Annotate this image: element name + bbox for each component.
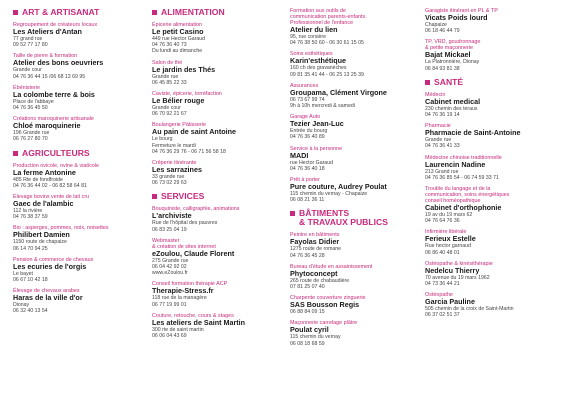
listing-category: Médecin [425, 91, 446, 98]
listing-detail: Rue hector garnaud [425, 243, 471, 250]
listing-detail: Grande rue [425, 137, 452, 144]
listing-category: Professionnel de l'enfance [290, 20, 354, 26]
listing-category: & création de sites internet [152, 243, 216, 250]
listing-detail: 09 52 77 17 80 [13, 42, 48, 49]
listing-detail: 04 76 38 50 60 - 06 30 61 15 05 [290, 40, 364, 47]
listing-detail: 196 Grande rue [13, 130, 50, 137]
listing-name: L'archiviste [152, 211, 192, 221]
section-title-line: ALIMENTATION [161, 7, 225, 17]
listing-vicats-poids-lourd [425, 8, 563, 34]
section-title-art-artisanat [13, 8, 141, 17]
listing-category: Pharmacie [425, 123, 451, 130]
listing-name: Groupama, Clément Virgone [290, 87, 387, 97]
listing-category: Bio : asperges, pommes, noix, noisettes [13, 225, 109, 232]
listing-category: Trouble du langage et de la [425, 186, 491, 193]
listing-au-pain-de-saint-antoine [152, 122, 278, 155]
listing-category: Caviste, épicerie, torréfaction [152, 91, 222, 98]
listing-name: Poulat cyril [290, 325, 329, 335]
section-title-line: SANTÉ [434, 76, 464, 87]
listing-category: Soins esthétiques [290, 51, 333, 58]
listing-category: Ostéopathe & kinésithérapie [425, 260, 493, 267]
listing-philibert-damien [13, 225, 141, 251]
listing-name: Fayolas Didier [290, 237, 340, 247]
listing-detail: 160 ch des gravanèches [290, 65, 347, 72]
listing-detail: 06 14 70 94 25 [13, 245, 48, 252]
listing-detail: 06 76 27 80 70 [13, 136, 48, 143]
listing-name: Les sarrazines [152, 165, 202, 175]
section-title-lines [22, 149, 90, 158]
listing-category: Charpente couverture zinguerie [290, 295, 366, 302]
listing-detail: rue Hector Garaud [290, 159, 333, 166]
listing-detail: 06 08 21 36 11 [290, 197, 325, 204]
listing-name: Tezier Jean-Luc [290, 119, 344, 129]
listing-detail: 04 73 36 44 21 [425, 281, 460, 288]
listing-detail: 230 chemin des teraux [425, 105, 478, 112]
listing-atelier-des-bons-oeuvriers [13, 53, 141, 79]
listing-la-ferme-antonine [13, 163, 141, 189]
listing-category: Taille de pierre & formation [13, 53, 78, 60]
section-title-alimentation [152, 8, 278, 17]
listing-name: Les ateliers de Saint Martin [152, 317, 246, 327]
listing-l-archiviste [152, 206, 278, 232]
listing-category: Pension & commerce de chevaux [13, 256, 94, 263]
listing-category: Couture, retouche, cours & stages [152, 312, 234, 319]
listing-haras-de-la-ville-d-or [13, 288, 141, 314]
listing-detail: 485 Rte de fondfroide [13, 176, 63, 183]
listing-nedelcu-thierry [425, 261, 563, 287]
listing-name: Le jardin des Thés [152, 64, 216, 74]
listing-detail: 33 grande rue [152, 174, 185, 181]
listing-detail: 275 Grande rue [152, 257, 189, 264]
listing-name: Gaec de l'alambic [13, 199, 74, 209]
listing-name: Philibert Damien [13, 230, 70, 240]
listing-ferieux-estelle [425, 229, 563, 255]
listing-name: La ferme Antonine [13, 167, 76, 177]
listing-name: Cabinet d'orthophonie [425, 203, 502, 213]
section-title-lines [22, 8, 99, 17]
listing-category: Production ovicole, ovine & viaticole [13, 162, 99, 169]
section-title-sante [425, 78, 563, 87]
listing-name: Le Bélier rouge [152, 96, 205, 106]
listing-detail: 06 73 02 29 63 [152, 180, 187, 187]
listing-detail: 04 76 36 41 33 [425, 143, 460, 150]
listing-detail: 19 av du 19 mars 62 [425, 212, 473, 219]
listing-detail: Le bourg [152, 136, 173, 143]
listing-detail: 213 Grand rue [425, 168, 459, 175]
listing-name: Atelier des bons oeuvriers [13, 58, 104, 68]
listing-category: Assurances [290, 82, 319, 89]
section-square-icon [13, 10, 18, 15]
listing-category: conseil homéopathique [425, 198, 481, 205]
listing-cabinet-d-orthophonie [425, 186, 563, 224]
listing-detail: 06 18 46 44 79 [425, 28, 460, 35]
section-square-icon [152, 10, 157, 15]
column-2 [152, 8, 278, 339]
listing-category: communication, soins énergétiques [425, 192, 510, 199]
listing-madi [290, 146, 414, 172]
listing-name: La colombe terre & bois [13, 89, 95, 99]
listing-therapie-stress-fr [152, 281, 278, 307]
listing-name: Nedelcu Thierry [425, 265, 480, 275]
listing-detail: 04 76 36 29 76 - 06 71 56 58 18 [152, 148, 226, 155]
listing-detail: Place de l'abbaye [13, 98, 54, 105]
listing-pure-couture-audrey-poulat [290, 177, 414, 203]
listing-category: Infirmière libérale [425, 229, 467, 236]
listing-le-petit-casino [152, 22, 278, 55]
listing-name: Therapie-Stress.fr [152, 286, 214, 296]
listing-les-ecuries-de-l-orgis [13, 257, 141, 283]
listing-category: Élevage de chevaux arabes [13, 288, 80, 295]
listing-name: Pure couture, Audrey Poulat [290, 182, 387, 192]
listing-category: Conseil formation thérapie ACP [152, 281, 228, 288]
listing-category: Service à la personne [290, 145, 343, 152]
listing-cabinet-medical [425, 92, 563, 118]
section-title-line: BÂTIMENTS [299, 208, 350, 219]
section-title-agriculteurs [13, 149, 141, 158]
listing-detail: 06 77 19 99 01 [152, 301, 187, 308]
listing-detail: 06 84 93 81 38 [425, 65, 460, 72]
listing-category: Bouquiniste, calligraphie, animations [152, 206, 240, 213]
listing-name: Haras de la ville d'or [13, 293, 83, 303]
listing-category: Regroupement de créateurs locaux [13, 22, 98, 28]
listing-detail: 95, rue corsière [290, 34, 327, 40]
listing-groupama-clement-virgone [290, 83, 414, 109]
section-title-lines [299, 209, 388, 227]
listing-les-ateliers-de-saint-martin [152, 313, 278, 339]
listing-detail: 04 76 36 40 89 [290, 134, 325, 141]
section-title-lines [161, 8, 225, 17]
listing-detail: 04 76 36 44 02 - 06 82 58 64 81 [13, 182, 87, 189]
listing-detail: www.eZoulou.fr [152, 270, 188, 277]
listing-detail: 07 81 25 07 40 [290, 284, 325, 291]
listing-detail: Du lundi au dimanche [152, 48, 203, 55]
listing-detail: 04 76 36 45 50 [13, 105, 48, 112]
column-4 [425, 8, 563, 319]
listing-detail: Grande cour [13, 67, 42, 74]
listing-category: Garage Auto [290, 114, 321, 121]
listing-detail: 77 grand rue [13, 36, 43, 42]
listing-category: Crêperie itinérante [152, 160, 197, 167]
section-square-icon [152, 194, 157, 199]
listing-detail: 06 45 85 22 33 [152, 79, 187, 86]
listing-name: Le petit Casino [152, 27, 204, 36]
listing-category: Épicerie alimentation [152, 22, 203, 28]
listing-detail: 06 73 67 99 74 [290, 96, 325, 103]
listing-category: Ébénisterie [13, 84, 40, 91]
listing-detail: 06 37 02 51 37 [425, 312, 460, 319]
listing-detail: 1150 route de chapaize [13, 239, 67, 246]
listing-detail: 505 chemin de la croix de Saint-Martin [425, 306, 514, 313]
listing-category: Garagiste itinérant en PL & TP [425, 8, 498, 14]
listing-name: Karin'esthétique [290, 56, 347, 66]
listing-detail: 265 route de chabaudière [290, 277, 350, 284]
listing-category: communication parents-enfants. [290, 14, 367, 20]
listing-name: Bajat Mickael [425, 50, 471, 60]
listing-name: Vicats Poids lourd [425, 13, 488, 22]
listing-chloe-maroquinerie [13, 116, 141, 142]
listing-detail: 04 76 36 45 28 [290, 252, 325, 259]
listing-name: eZoulou, Claude Florent [152, 248, 235, 258]
listing-category: Webmaster [152, 237, 180, 244]
listing-category: Boulangerie Pâtisserie [152, 122, 206, 129]
listing-name: Cabinet medical [425, 96, 481, 106]
listing-detail: 06 88 84 09 15 [290, 309, 325, 316]
listing-detail: 1275 route de romane [290, 246, 342, 253]
listing-name: Garcia Pauline [425, 297, 475, 307]
listing-name: Phytoconcept [290, 268, 338, 278]
listing-gaec-de-l-alambic [13, 194, 141, 220]
listing-category: Bureau d'étude en assainissement [290, 263, 373, 270]
listing-sas-bousson-regis [290, 295, 414, 315]
listing-detail: Fermeture le mardi [152, 142, 196, 149]
section-title-line: ART & ARTISANAT [22, 7, 100, 17]
listing-detail: 06 08 18 68 59 [290, 340, 325, 347]
listing-category: TP, VRD, goudronnage [425, 39, 481, 46]
listing-category: Salon de thé [152, 59, 183, 66]
section-title-line: & TRAVAUX PUBLICS [299, 217, 388, 228]
listing-detail: 06 06 04 43 69 [152, 333, 187, 340]
listing-detail: 04 76 36 19 14 [425, 112, 460, 119]
listing-category: Médecine chinoise traditionnelle [425, 154, 502, 161]
listing-le-belier-rouge [152, 91, 278, 117]
listing-category: & petite maçonnerie [425, 45, 473, 52]
listing-phytoconcept [290, 264, 414, 290]
listing-name: Les Ateliers d'Antan [13, 27, 82, 36]
listing-detail: 06 04 42 92 02 [152, 264, 187, 271]
listing-name: Au pain de saint Antoine [152, 127, 236, 137]
listing-detail: Rue de l'hôpital des pauvres [152, 220, 218, 227]
section-square-icon [425, 80, 430, 85]
listing-laurencin-nadine [425, 155, 563, 181]
listing-detail: 06 32 40 13 54 [13, 308, 48, 315]
listing-name: Chloé maroquinerie [13, 121, 81, 131]
listing-detail: 04 76 38 37 59 [13, 214, 48, 221]
listing-detail: 04 76 36 40 73 [152, 42, 187, 49]
section-title-line: SERVICES [161, 191, 205, 202]
listing-detail: Grande cour [152, 105, 181, 112]
listing-fayolas-didier [290, 232, 414, 258]
column-1 [13, 8, 141, 315]
listing-detail: 118 rue de la managère [152, 295, 207, 302]
listing-detail: 115 chemin du vernay - Chapaize [290, 191, 368, 198]
listing-category: Peintre en bâtiments [290, 232, 340, 239]
listing-name: Pharmacie de Saint-Antoine [425, 128, 521, 138]
listing-ezoulou-claude-florent [152, 238, 278, 277]
listing-detail: 04 76 36 85 54 - 06 74 59 33 71 [425, 174, 499, 181]
listing-category: Élevage bovins vente de lait cru [13, 194, 90, 201]
listing-detail: 04 76 64 76 36 [425, 218, 460, 225]
listing-detail: 06 86 40 48 01 [425, 249, 460, 256]
listing-detail: 04 76 36 44 15 /06 68 13 69 95 [13, 73, 86, 80]
listing-tezier-jean-luc [290, 114, 414, 140]
listing-category: Maçonnerie carrelage plâtre [290, 320, 358, 327]
section-square-icon [290, 211, 295, 216]
listing-detail: 300 rte de saint martin [152, 326, 204, 333]
listing-le-jardin-des-thes [152, 60, 278, 86]
listing-pharmacie-de-saint-antoine [425, 123, 563, 149]
listing-detail: 9h à 10h mercredi & samedi [290, 103, 355, 110]
section-title-batiments-travaux-publics [290, 209, 414, 227]
listing-detail: Dionay [13, 302, 30, 309]
listing-name: Ferieux Estelle [425, 234, 476, 244]
listing-name: SAS Bousson Regis [290, 300, 360, 310]
listing-detail: 06 67 10 42 18 [13, 277, 48, 284]
listing-bajat-mickael [425, 39, 563, 71]
listing-category: Prêt à porter [290, 177, 320, 184]
listing-category: Formation aux outils de [290, 8, 347, 14]
listing-name: Les ecuries de l'orgis [13, 261, 87, 271]
listing-category: Ostéopathe [425, 292, 453, 299]
listing-detail: Entrée du bourg [290, 128, 328, 135]
section-title-line: AGRICULTEURS [22, 147, 90, 158]
listing-category: Créations maroquinerie artisanale [13, 116, 94, 123]
listing-name: Atelier du lien [290, 25, 338, 34]
listing-name: MADI [290, 150, 309, 160]
listing-detail: 115 chemin du vernay [290, 334, 341, 341]
listing-detail: Le bayet [13, 270, 33, 277]
listing-la-colombe-terre-bois [13, 85, 141, 111]
listing-detail: Chapaize [425, 22, 447, 28]
listing-name: Laurencin Nadine [425, 159, 486, 169]
section-title-lines [161, 192, 204, 201]
listing-les-sarrazines [152, 160, 278, 186]
listing-atelier-du-lien [290, 8, 414, 46]
listing-karin-esthetique [290, 51, 414, 77]
listing-detail: 112 la rivière [13, 208, 43, 215]
listing-detail: 06 70 92 21 67 [152, 111, 187, 118]
listing-detail: La Platronnière, Dionay [425, 59, 480, 66]
listing-detail: 06 83 25 04 19 [152, 226, 187, 233]
listing-detail: Grande rue [152, 73, 179, 80]
listing-garcia-pauline [425, 292, 563, 318]
listing-detail: 09 81 35 41 44 - 06 25 13 25 39 [290, 71, 364, 78]
section-title-services [152, 192, 278, 201]
section-square-icon [13, 151, 18, 156]
section-title-lines [434, 78, 463, 87]
listing-detail: 04 76 36 40 18 [290, 165, 325, 172]
listing-detail: 449 rue Hector Garaud [152, 36, 206, 42]
column-3 [290, 8, 414, 347]
listing-detail: 70 avenue du 19 mars 1962 [425, 274, 490, 281]
listing-les-ateliers-d-antan [13, 22, 141, 48]
listing-poulat-cyril [290, 320, 414, 346]
